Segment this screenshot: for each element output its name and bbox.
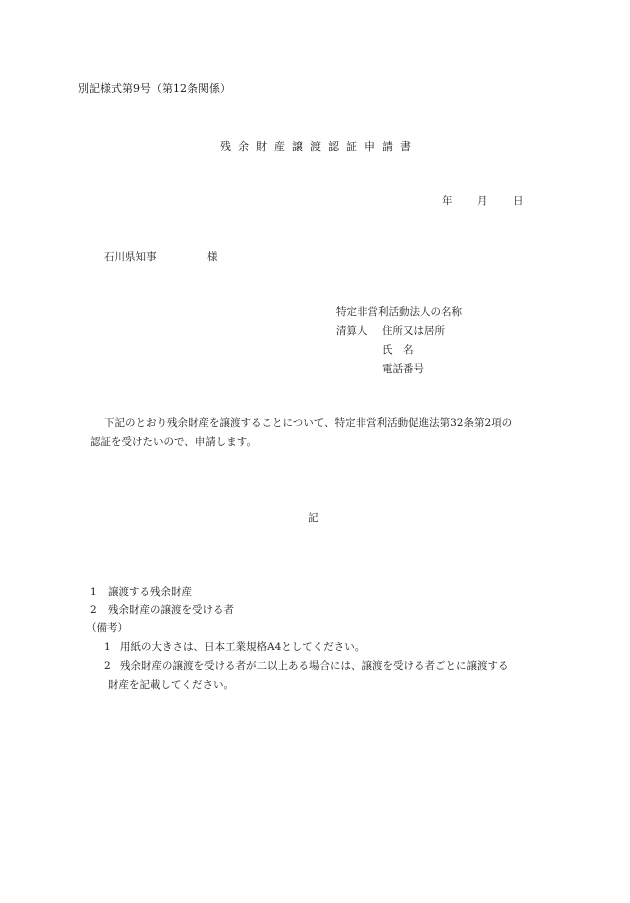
addressee: 石川県知事	[104, 251, 157, 263]
document-title: 残余財産譲渡認証申請書	[220, 140, 418, 153]
liquidator-label: 清算人	[336, 325, 368, 337]
note-number: 1	[104, 641, 111, 653]
item-number: 1	[90, 586, 97, 598]
note-text: 用紙の大きさは、日本工業規格A4としてください。	[120, 641, 366, 653]
address-label: 住所又は居所	[382, 325, 445, 337]
notes-label: （備考）	[86, 622, 128, 634]
phone-label: 電話番号	[382, 363, 424, 375]
body-line-1: 下記のとおり残余財産を譲渡することについて、特定非営利活動促進法第32条第2項の	[104, 417, 513, 429]
item-number: 2	[90, 604, 97, 616]
org-name-label: 特定非営利活動法人の名称	[336, 306, 462, 318]
item-text: 譲渡する残余財産	[108, 586, 192, 598]
note-text-continued: 財産を記載してください。	[108, 679, 234, 691]
date-day-label: 日	[513, 195, 524, 207]
name-label: 氏 名	[382, 344, 414, 356]
ki-heading: 記	[308, 512, 319, 524]
note-text: 残余財産の譲渡を受ける者が二以上ある場合には、譲渡を受ける者ごとに譲渡する	[120, 660, 509, 672]
addressee-suffix: 様	[207, 251, 218, 263]
form-reference: 別記様式第9号（第12条関係）	[78, 82, 231, 95]
item-text: 残余財産の譲渡を受ける者	[108, 604, 234, 616]
date-month-label: 月	[477, 195, 488, 207]
note-number: 2	[104, 660, 111, 672]
body-line-2: 認証を受けたいので、申請します。	[90, 436, 257, 448]
date-year-label: 年	[442, 195, 453, 207]
